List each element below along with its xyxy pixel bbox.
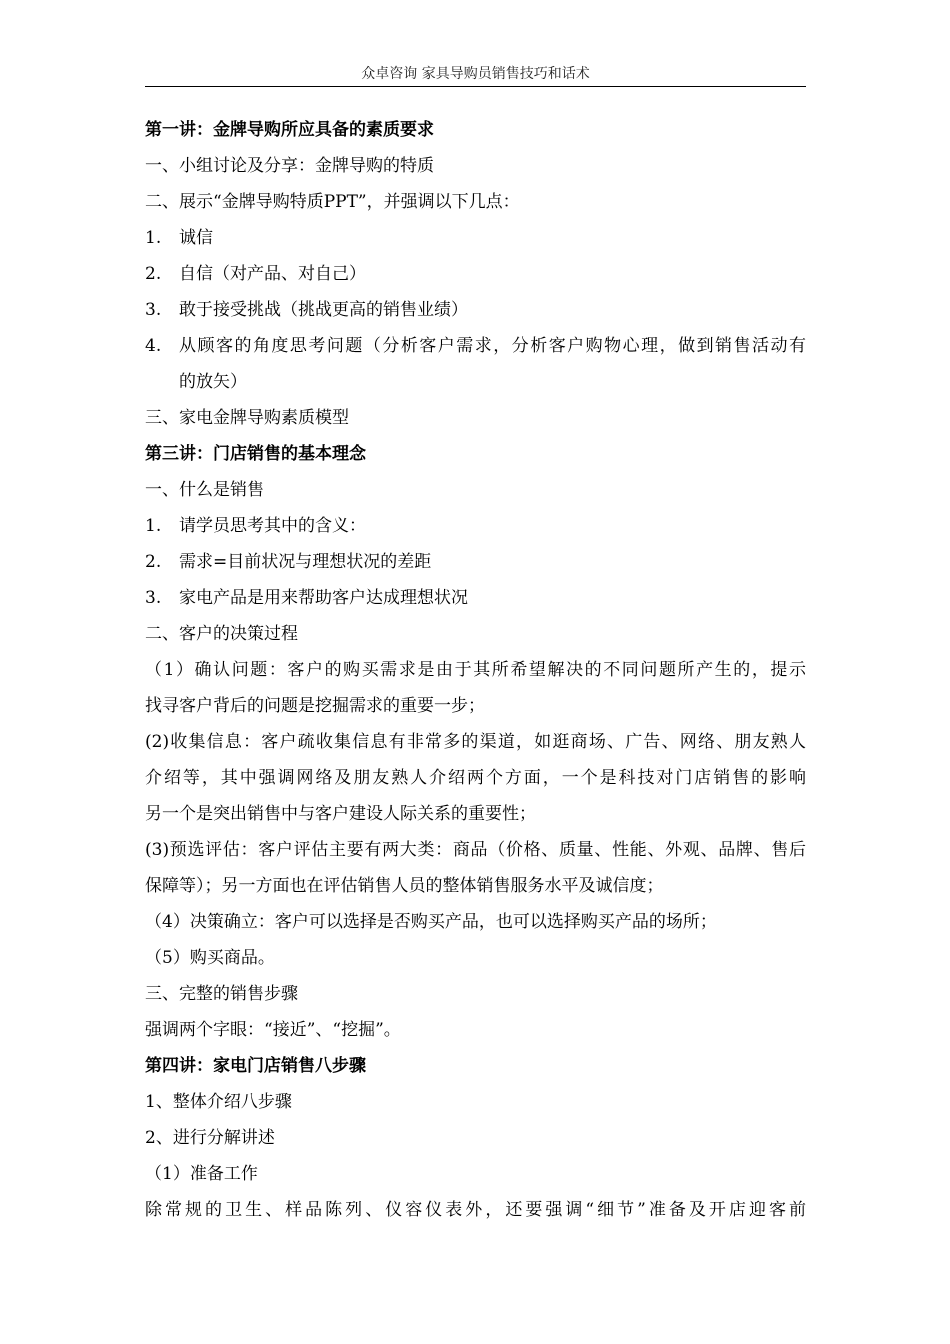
list-text: 从顾客的角度思考问题（分析客户需求，分析客户购物心理，做到销售活动有 [179, 336, 806, 356]
list-text: 诚信 [179, 228, 213, 248]
list-number: 2. [145, 552, 162, 572]
paragraph: （1）准备工作 [145, 1164, 258, 1184]
paragraph: 介绍等，其中强调网络及朋友熟人介绍两个方面，一个是科技对门店销售的影响 [145, 768, 806, 788]
list-text: 自信（对产品、对自己） [179, 264, 366, 284]
list-number: 1. [145, 228, 162, 248]
paragraph: （4）决策确立：客户可以选择是否购买产品，也可以选择购买产品的场所； [145, 912, 717, 932]
list-number: 3. [145, 300, 162, 320]
paragraph: 一、小组讨论及分享：金牌导购的特质 [145, 156, 434, 176]
paragraph: （5）购买商品。 [145, 948, 275, 968]
list-item [145, 292, 806, 328]
list-text: 请学员思考其中的含义： [179, 516, 366, 536]
list-number: 4. [145, 336, 162, 356]
paragraph: 另一个是突出销售中与客户建设人际关系的重要性； [145, 804, 536, 824]
page-header: 众卓咨询 家具导购员销售技巧和话术 [361, 66, 590, 82]
paragraph: 找寻客户背后的问题是挖掘需求的重要一步； [145, 696, 485, 716]
paragraph: 三、家电金牌导购素质模型 [145, 408, 349, 428]
paragraph: 二、展示“金牌导购特质PPT”，并强调以下几点： [145, 192, 520, 212]
list-item [145, 256, 806, 292]
paragraph: 2、进行分解讲述 [145, 1128, 275, 1148]
list-item [145, 328, 806, 364]
header-divider [145, 86, 806, 87]
section-heading-4: 第四讲：家电门店销售八步骤 [145, 1056, 366, 1076]
paragraph: (3)预选评估：客户评估主要有两大类：商品（价格、质量、性能、外观、品牌、售后 [145, 840, 806, 860]
paragraph: 强调两个字眼：“接近”、“挖掘”。 [145, 1020, 401, 1040]
paragraph: (2)收集信息：客户疏收集信息有非常多的渠道，如逛商场、广告、网络、朋友熟人 [145, 732, 806, 752]
list-number: 2. [145, 264, 162, 284]
list-text: 敢于接受挑战（挑战更高的销售业绩） [179, 300, 468, 320]
paragraph: （1）确认问题：客户的购买需求是由于其所希望解决的不同问题所产生的，提示 [145, 660, 806, 680]
list-item [145, 580, 806, 616]
paragraph: 1、整体介绍八步骤 [145, 1092, 292, 1112]
paragraph: 二、客户的决策过程 [145, 624, 298, 644]
section-heading-1: 第一讲：金牌导购所应具备的素质要求 [145, 120, 434, 140]
list-number: 3. [145, 588, 162, 608]
section-heading-3: 第三讲：门店销售的基本理念 [145, 444, 366, 464]
list-item-continuation: 的放矢） [179, 372, 247, 392]
list-number: 1. [145, 516, 162, 536]
paragraph: 一、什么是销售 [145, 480, 264, 500]
list-item [145, 220, 806, 256]
paragraph: 三、完整的销售步骤 [145, 984, 298, 1004]
list-item [145, 544, 806, 580]
paragraph: 保障等）；另一方面也在评估销售人员的整体销售服务水平及诚信度； [145, 876, 664, 896]
list-text: 家电产品是用来帮助客户达成理想状况 [179, 588, 468, 608]
list-item [145, 508, 806, 544]
list-text: 需求=目前状况与理想状况的差距 [179, 552, 432, 572]
paragraph: 除常规的卫生、样品陈列、仪容仪表外，还要强调“细节”准备及开店迎客前 [145, 1200, 806, 1220]
document-body [145, 112, 806, 1228]
